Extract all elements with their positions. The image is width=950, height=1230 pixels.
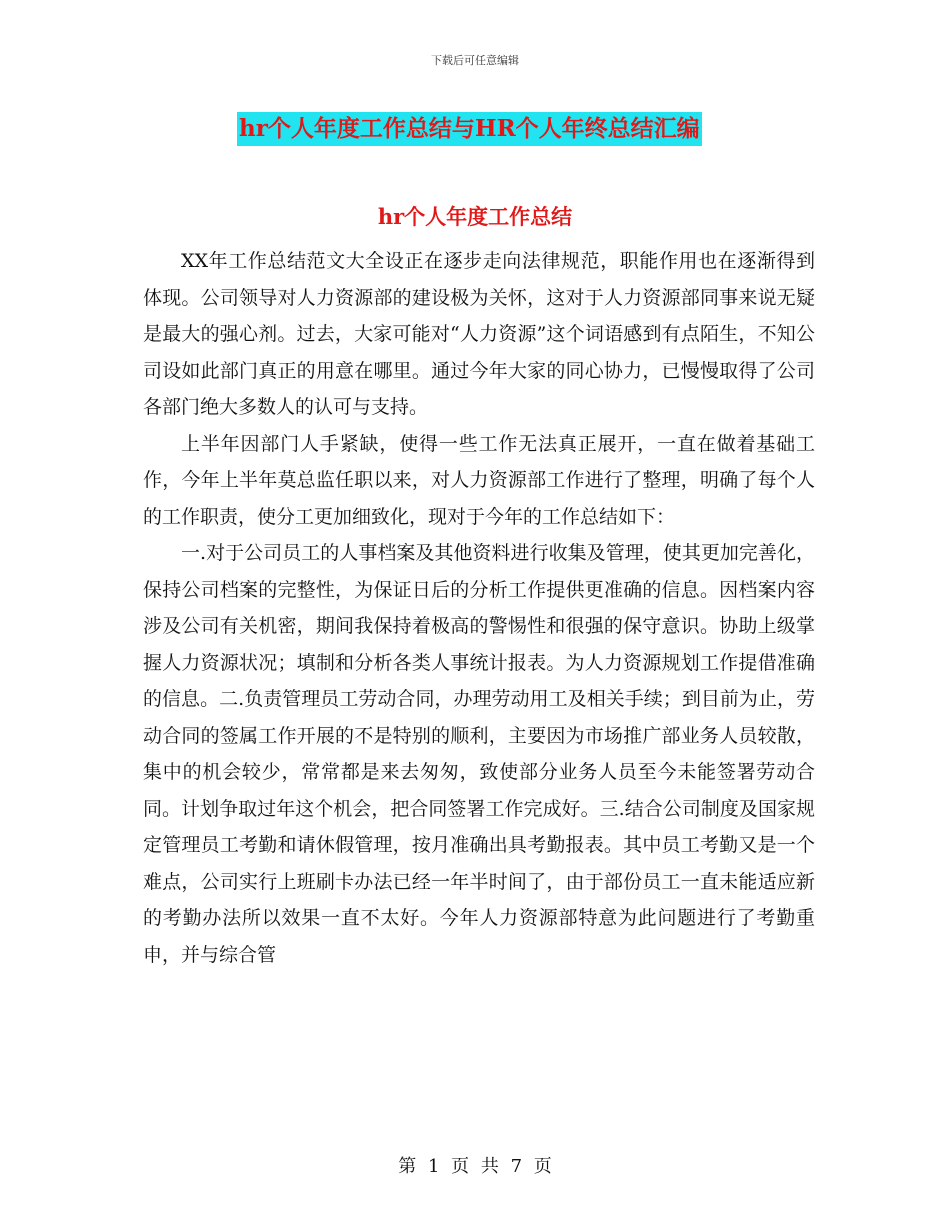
paragraph-work-items: 一.对于公司员工的人事档案及其他资料进行收集及管理，使其更加完善化，保持公司档案的完整性，为保证日后的分析工作提供更准确的信息。因档案内容涉及公司有关机密，期间我保持着极高的警惕性和很强的保守意识。协助上级掌握人力资源状况；填制和分析各类人事统计报表。为人力资源规划工作提借准确的信息。二.负责管理员工劳动合同，办理劳动用工及相关手续；到目前为止，劳动合同的签属工作开展的不是特别的顺利，主要因为市场推广部业务人员较散，集中的机会较少，常常都是来去匆匆，致使部分业务人员至今未能签署劳动合同。计划争取过年这个机会，把合同签署工作完成好。三.结合公司制度及国家规定管理员工考勤和请休假管理，按月准确出具考勤报表。其中员工考勤又是一个难点，公司实行上班刷卡办法已经一年半时间了，由于部份员工一直未能适应新的考勤办法所以效果一直不太好。今年人力资源部特意为此问题进行了考勤重申，并与综合管 <box>143 542 815 966</box>
page-number: 第 1 页 共 7 页 <box>398 1156 552 1177</box>
paragraph-first-half: 上半年因部门人手紧缺，使得一些工作无法真正展开，一直在做着基础工作，今年上半年莫总监任职以来，对人力资源部工作进行了整理，明确了每个人的工作职责，使分工更加细致化，现对于今年的工作总结如下： <box>143 432 815 528</box>
page-header-note: 下载后可任意编辑 <box>431 54 519 67</box>
document-title: hr个人年度工作总结与HR个人年终总结汇编 <box>237 112 702 146</box>
paragraph-intro: XX年工作总结范文大全设正在逐步走向法律规范，职能作用也在逐渐得到体现。公司领导对人力资源部的建设极为关怀，这对于人力资源部同事来说无疑是最大的强心剂。过去，大家可能对“人力资源”这个词语感到有点陌生，不知公司设如此部门真正的用意在哪里。通过今年大家的同心协力，已慢慢取得了公司各部门绝大多数人的认可与支持。 <box>143 250 815 418</box>
section-title: hr个人年度工作总结 <box>377 204 573 229</box>
body-text <box>143 243 815 973</box>
